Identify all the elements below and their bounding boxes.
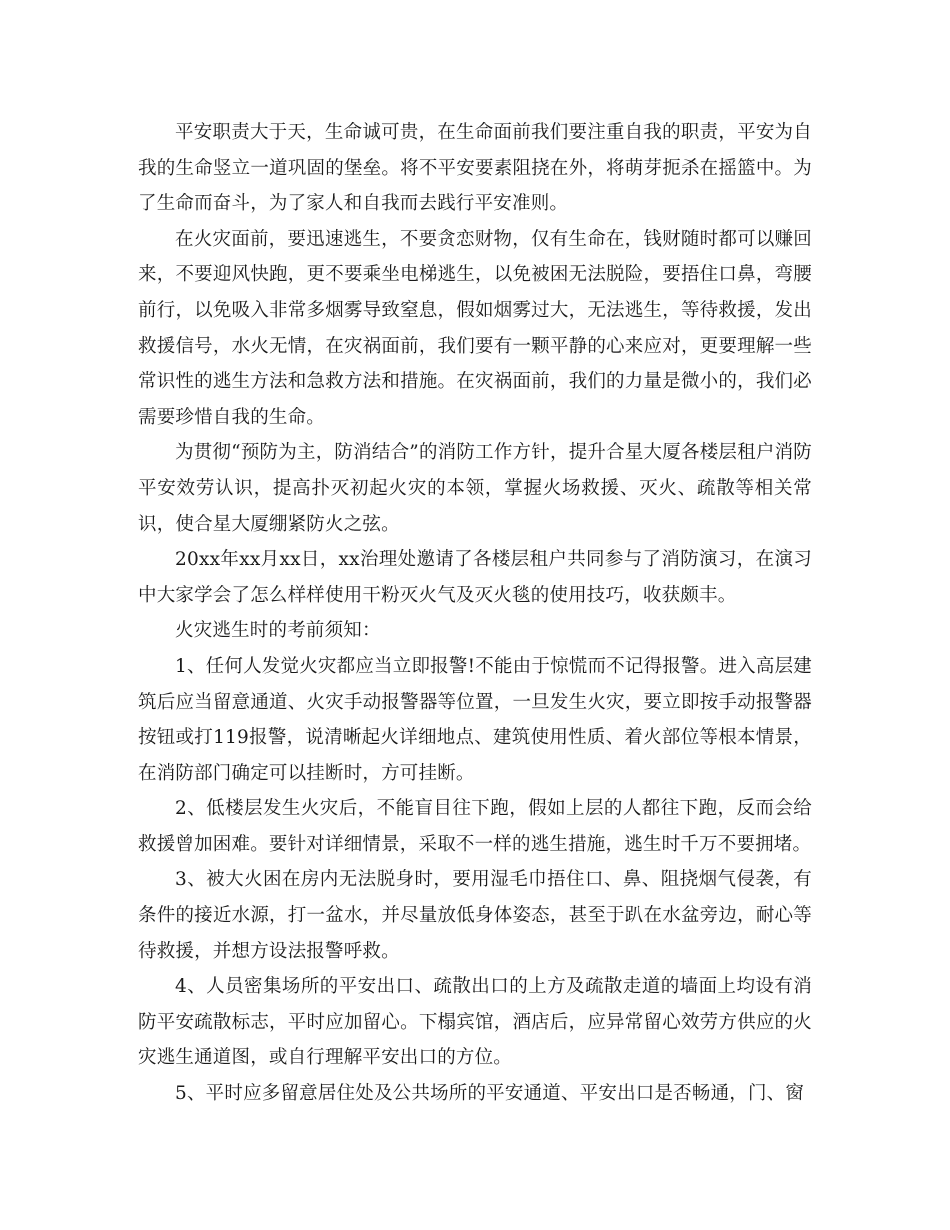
paragraph-fire-policy: 为贯彻“预防为主，防消结合”的消防工作方针，提升合星大厦各楼层租户消防平安效劳认识，提高扑灭初起火灾的本领，掌握火场救援、灭火、疏散等相关常识，使合星大厦绷紧防火之弦。 (138, 442, 812, 535)
paragraph-note-1: 1、任何人发觉火灾都应当立即报警!不能由于惊慌而不记得报警。进入高层建筑后应当留意通道、火灾手动报警器等位置，一旦发生火灾，要立即按手动报警器按钮或打119报警，说清晰起火详细地点、建筑使用性质、着火部位等根本情景，在消防部门确定可以挂断时，方可挂断。 (138, 655, 812, 784)
paragraph-note-2: 2、低楼层发生火灾后，不能盲目往下跑，假如上层的人都往下跑，反而会给救援曾加困难。要针对详细情景，采取不一样的逃生措施，逃生时千万不要拥堵。 (138, 798, 812, 855)
paragraph-note-3: 3、被大火困在房内无法脱身时，要用湿毛巾捂住口、鼻、阻挠烟气侵袭，有条件的接近水源，打一盆水，并尽量放低身体姿态，甚至于趴在水盆旁边，耐心等待救援，并想方设法报警呼救。 (138, 869, 812, 962)
paragraph-note-4: 4、人员密集场所的平安出口、疏散出口的上方及疏散走道的墙面上均设有消防平安疏散标志，平时应加留心。下榻宾馆，酒店后，应异常留心效劳方供应的火灾逃生通道图，或自行理解平安出口的方位。 (138, 976, 812, 1069)
paragraph-fire-escape-advice: 在火灾面前，要迅速逃生，不要贪恋财物，仅有生命在，钱财随时都可以赚回来，不要迎风快跑，更不要乘坐电梯逃生，以免被困无法脱险，要捂住口鼻，弯腰前行，以免吸入非常多烟雾导致窒息，假如烟雾过大，无法逃生，等待救援，发出救援信号，水火无情，在灾祸面前，我们要有一颗平静的心来应对，更要理解一些常识性的逃生方法和急救方法和措施。在灾祸面前，我们的力量是微小的，我们必需要珍惜自我的生命。 (138, 228, 812, 428)
paragraph-escape-notes-heading: 火灾逃生时的考前须知： (175, 620, 381, 642)
paragraph-fire-drill: 20xx年xx月xx日，xx治理处邀请了各楼层租户共同参与了消防演习，在演习中大家学会了怎么样样使用干粉灭火气及灭火毯的使用技巧，收获颇丰。 (138, 549, 812, 606)
paragraph-safety-responsibility: 平安职责大于天，生命诚可贵，在生命面前我们要注重自我的职责，平安为自我的生命竖立一道巩固的堡垒。将不平安要素阻挠在外，将萌芽扼杀在摇篮中。为了生命而奋斗，为了家人和自我而去践行平安准则。 (138, 122, 812, 215)
paragraph-note-5: 5、平时应多留意居住处及公共场所的平安通道、平安出口是否畅通，门、窗 (175, 1083, 805, 1105)
document-body (138, 115, 812, 1112)
